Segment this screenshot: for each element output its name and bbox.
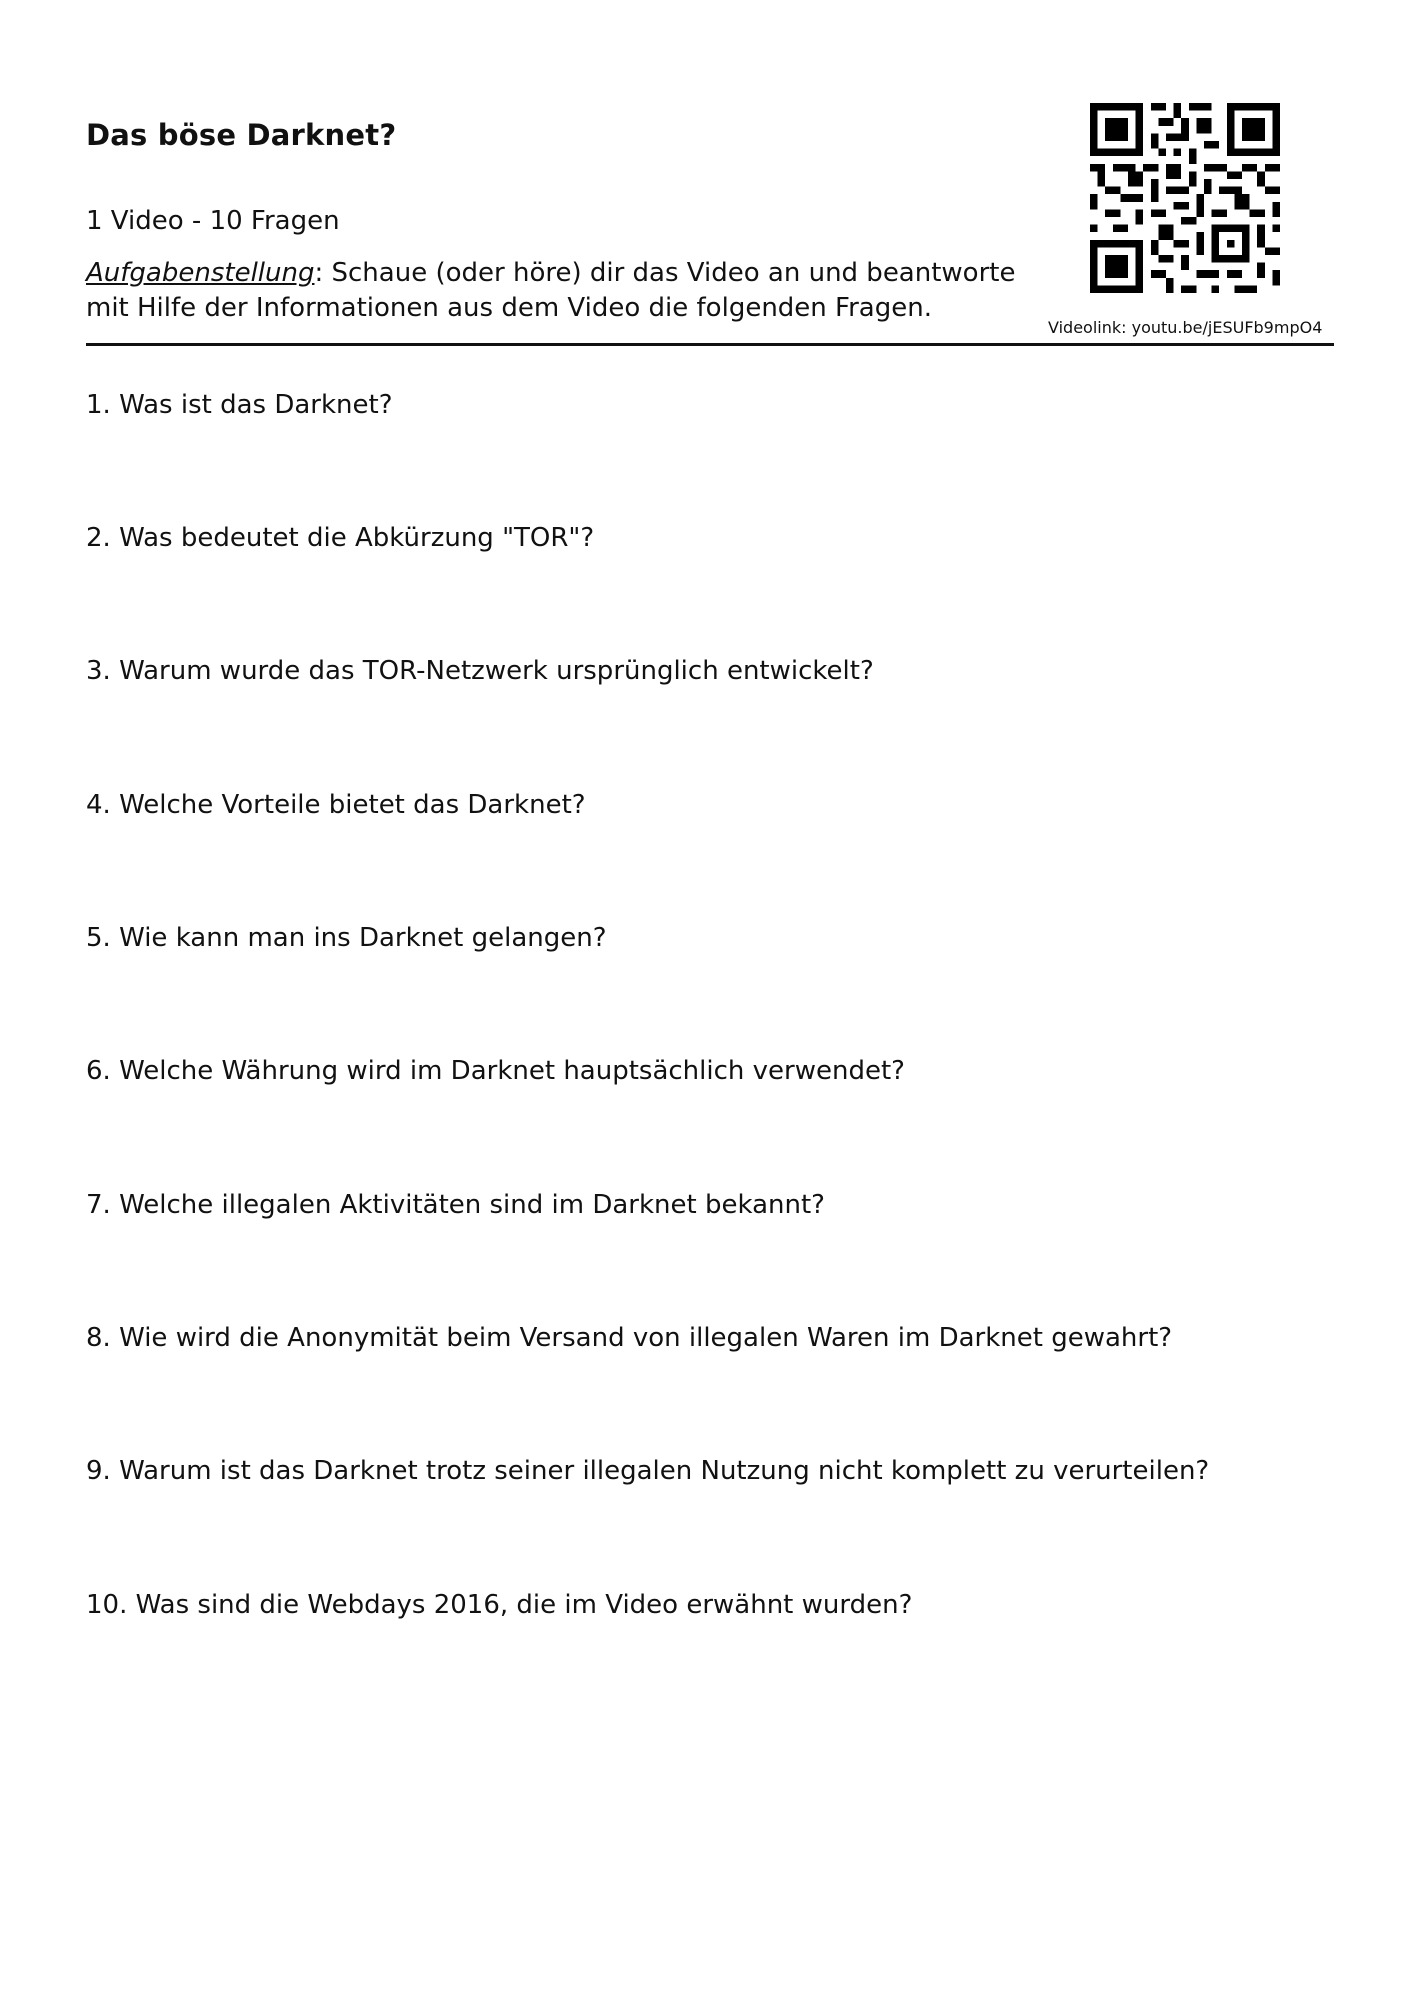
video-link[interactable]: Videolink: youtu.be/jESUFb9mpO4 (1048, 318, 1323, 337)
task-label: Aufgabenstellung (86, 258, 315, 288)
worksheet-subtitle: 1 Video - 10 Fragen (86, 206, 340, 236)
task-text-line1: : Schaue (oder höre) dir das Video an und beantworte (314, 258, 1016, 288)
qr-code-icon (1090, 103, 1280, 293)
question-item: 2. Was bedeutet die Abkürzung "TOR"? (86, 523, 595, 553)
page-title: Das böse Darknet? (86, 118, 397, 152)
header-divider (86, 343, 1334, 346)
question-item: 4. Welche Vorteile bietet das Darknet? (86, 790, 586, 820)
task-instructions (86, 256, 1046, 326)
question-item: 7. Welche illegalen Aktivitäten sind im Darknet bekannt? (86, 1190, 825, 1220)
question-item: 1. Was ist das Darknet? (86, 390, 393, 420)
question-item: 8. Wie wird die Anonymität beim Versand von illegalen Waren im Darknet gewahrt? (86, 1323, 1173, 1353)
question-item: 3. Warum wurde das TOR-Netzwerk ursprünglich entwickelt? (86, 656, 874, 686)
task-text-line2: mit Hilfe der Informationen aus dem Video die folgenden Fragen. (86, 293, 932, 323)
question-item: 5. Wie kann man ins Darknet gelangen? (86, 923, 607, 953)
question-item: 9. Warum ist das Darknet trotz seiner illegalen Nutzung nicht komplett zu verurteilen? (86, 1456, 1210, 1486)
question-item: 10. Was sind die Webdays 2016, die im Video erwähnt wurden? (86, 1590, 913, 1620)
question-item: 6. Welche Währung wird im Darknet hauptsächlich verwendet? (86, 1056, 905, 1086)
